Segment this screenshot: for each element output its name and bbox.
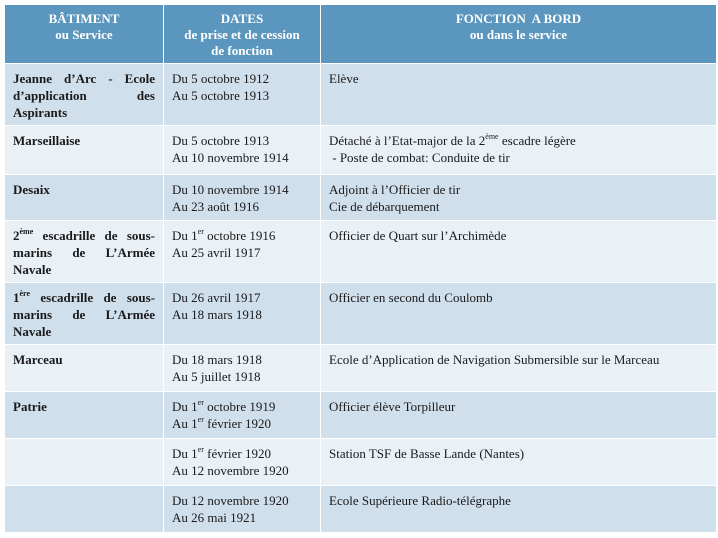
cell-text: Au 5 juillet 1918: [172, 369, 261, 384]
cell-text: Jeanne d’Arc - Ecole d’application des Aspirants: [13, 71, 155, 120]
cell-text: Elève: [329, 71, 359, 86]
cell-text: Au 1: [172, 416, 198, 431]
cell-text: février 1920: [203, 446, 271, 461]
header-batiment-line-2: ou Service: [55, 27, 113, 42]
cell-text: Du 1: [172, 446, 198, 461]
fonction-line: [329, 149, 708, 166]
cell-batiment: [5, 64, 164, 126]
cell-batiment: [5, 345, 164, 392]
header-fonction-line-2: ou dans le service: [469, 27, 568, 42]
cell-text: Du 5 octobre 1912: [172, 71, 270, 86]
batiment-text: [13, 132, 155, 149]
cell-text: Au 5 octobre 1913: [172, 88, 270, 103]
date-end: [172, 368, 312, 385]
cell-fonction: [321, 175, 717, 221]
cell-text: Au 10 novembre 1914: [172, 150, 289, 165]
date-start: [172, 398, 312, 415]
cell-text: Du 1: [172, 228, 198, 243]
date-start: [172, 181, 312, 198]
cell-batiment: [5, 221, 164, 283]
cell-batiment: [5, 283, 164, 345]
superscript-text: er: [197, 444, 204, 454]
batiment-text: [13, 227, 155, 278]
superscript-text: ème: [485, 131, 499, 141]
date-end: [172, 462, 312, 479]
superscript-text: er: [197, 414, 204, 424]
cell-text: escadrille de sous-marins de L’Armée Navale: [13, 228, 155, 277]
batiment-text: [13, 70, 155, 121]
cell-text: Au 25 avril 1917: [172, 245, 261, 260]
cell-fonction: [321, 126, 717, 175]
cell-fonction: [321, 486, 717, 533]
cell-text: Patrie: [13, 399, 47, 414]
table-body: [5, 64, 717, 533]
cell-text: Au 26 mai 1921: [172, 510, 257, 525]
cell-text: Du 18 mars 1918: [172, 352, 262, 367]
service-record-table: [4, 4, 717, 533]
date-end: [172, 198, 312, 215]
fonction-line: [329, 227, 708, 244]
fonction-line: [329, 289, 708, 306]
cell-text: Station TSF de Basse Lande (Nantes): [329, 446, 525, 461]
cell-dates: [164, 486, 321, 533]
cell-text: octobre 1919: [203, 399, 276, 414]
superscript-text: ère: [19, 288, 31, 298]
date-start: [172, 492, 312, 509]
cell-fonction: [321, 392, 717, 439]
superscript-text: er: [197, 226, 204, 236]
cell-text: escadrille de sous-marins de L’Armée Navale: [13, 290, 155, 339]
table-row: [5, 392, 717, 439]
fonction-line: [329, 181, 708, 198]
table-row: [5, 486, 717, 533]
cell-text: Du 1: [172, 399, 198, 414]
cell-batiment: [5, 392, 164, 439]
cell-text: Desaix: [13, 182, 50, 197]
batiment-text: [13, 181, 155, 198]
cell-batiment: [5, 126, 164, 175]
table-row: [5, 64, 717, 126]
cell-text: octobre 1916: [203, 228, 276, 243]
service-record-table-container: [4, 4, 716, 534]
cell-dates: [164, 175, 321, 221]
date-end: [172, 509, 312, 526]
cell-fonction: [321, 64, 717, 126]
cell-text: Adjoint à l’Officier de tir: [329, 182, 461, 197]
table-row: [5, 345, 717, 392]
cell-batiment: [5, 175, 164, 221]
cell-dates: [164, 345, 321, 392]
cell-text: 1: [13, 290, 20, 305]
table-row: [5, 283, 717, 345]
cell-text: Ecole d’Application de Navigation Submersible sur le Marceau: [329, 352, 660, 367]
fonction-line: [329, 70, 708, 87]
cell-dates: [164, 64, 321, 126]
header-dates-line-2: de prise et de cession: [184, 27, 300, 42]
date-end: [172, 415, 312, 432]
batiment-text: [13, 289, 155, 340]
header-dates: [164, 5, 321, 64]
cell-fonction: [321, 345, 717, 392]
cell-text: Cie de débarquement: [329, 199, 440, 214]
fonction-line: [329, 398, 708, 415]
superscript-text: ème: [19, 226, 34, 236]
cell-text: Au 23 août 1916: [172, 199, 260, 214]
fonction-line: [329, 198, 708, 215]
cell-dates: [164, 439, 321, 486]
fonction-line: [329, 351, 708, 368]
fonction-line: [329, 492, 708, 509]
date-start: [172, 132, 312, 149]
cell-text: escadre légère: [498, 133, 576, 148]
fonction-line: [329, 445, 708, 462]
cell-dates: [164, 392, 321, 439]
cell-text: Du 12 novembre 1920: [172, 493, 289, 508]
cell-text: Détaché à l’Etat-major de la 2: [329, 133, 486, 148]
cell-fonction: [321, 221, 717, 283]
cell-text: Ecole Supérieure Radio-télégraphe: [329, 493, 511, 508]
date-end: [172, 87, 312, 104]
cell-text: Du 10 novembre 1914: [172, 182, 289, 197]
date-start: [172, 351, 312, 368]
batiment-text: [13, 351, 155, 368]
cell-text: Officier en second du Coulomb: [329, 290, 493, 305]
cell-text: Officier élève Torpilleur: [329, 399, 456, 414]
header-dates-line-3: de fonction: [211, 43, 273, 58]
date-start: [172, 227, 312, 244]
cell-dates: [164, 221, 321, 283]
cell-text: Du 5 octobre 1913: [172, 133, 270, 148]
header-row: [5, 5, 717, 64]
cell-dates: [164, 126, 321, 175]
cell-text: Marceau: [13, 352, 63, 367]
date-start: [172, 70, 312, 87]
superscript-text: er: [197, 397, 204, 407]
date-end: [172, 149, 312, 166]
cell-text: février 1920: [203, 416, 271, 431]
date-end: [172, 244, 312, 261]
table-row: [5, 126, 717, 175]
cell-text: Officier de Quart sur l’Archimède: [329, 228, 507, 243]
cell-text: Marseillaise: [13, 133, 81, 148]
date-start: [172, 289, 312, 306]
header-dates-line-1: DATES: [220, 11, 264, 26]
cell-text: Au 18 mars 1918: [172, 307, 262, 322]
table-header: [5, 5, 717, 64]
cell-batiment: [5, 439, 164, 486]
table-row: [5, 439, 717, 486]
cell-dates: [164, 283, 321, 345]
date-end: [172, 306, 312, 323]
fonction-line: [329, 132, 708, 149]
header-batiment: [5, 5, 164, 64]
header-fonction-line-1: FONCTION A BORD: [455, 11, 582, 26]
header-fonction: [321, 5, 717, 64]
cell-fonction: [321, 283, 717, 345]
cell-text: Du 26 avril 1917: [172, 290, 261, 305]
table-row: [5, 175, 717, 221]
cell-batiment: [5, 486, 164, 533]
header-batiment-line-1: BÂTIMENT: [48, 11, 120, 26]
date-start: [172, 445, 312, 462]
cell-text: 2: [13, 228, 20, 243]
cell-text: Au 12 novembre 1920: [172, 463, 289, 478]
table-row: [5, 221, 717, 283]
cell-fonction: [321, 439, 717, 486]
cell-text: - Poste de combat: Conduite de tir: [329, 150, 510, 165]
batiment-text: [13, 398, 155, 415]
